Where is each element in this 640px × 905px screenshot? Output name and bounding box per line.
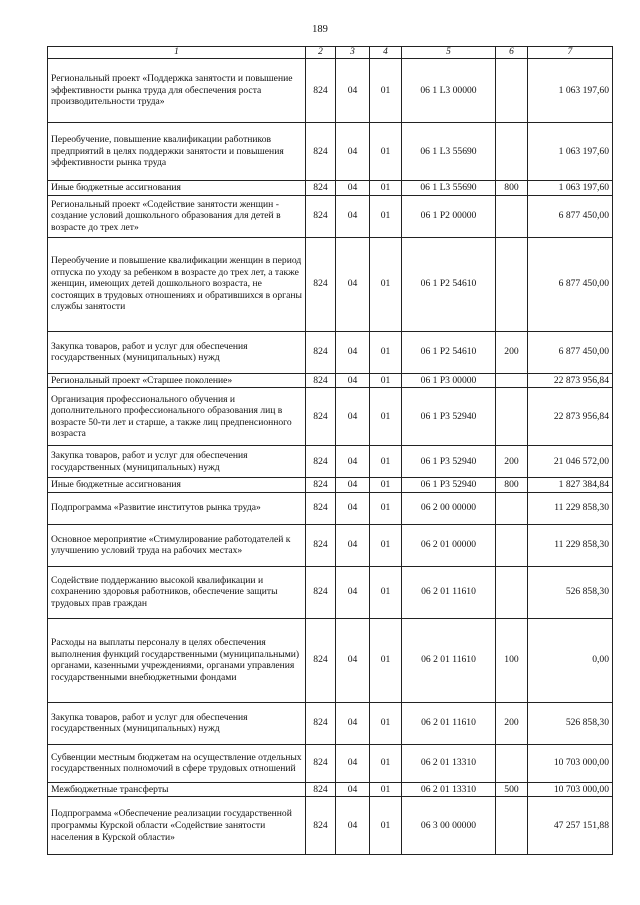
row-amount: 526 858,30 xyxy=(528,566,613,618)
table-row xyxy=(48,566,613,618)
row-subsection-code: 01 xyxy=(370,478,402,493)
row-amount: 21 046 572,00 xyxy=(528,446,613,478)
table-row xyxy=(48,195,613,237)
table-row xyxy=(48,618,613,702)
row-name: Подпрограмма «Обеспечение реализации государственной программы Курской области «Содействие занятости населения в Курской области» xyxy=(48,797,306,855)
table-row xyxy=(48,181,613,196)
row-ministry-code: 824 xyxy=(306,566,336,618)
row-target-article: 06 1 L3 55690 xyxy=(402,181,496,196)
row-amount: 1 827 384,84 xyxy=(528,478,613,493)
row-subsection-code: 01 xyxy=(370,782,402,797)
row-expense-type: 800 xyxy=(496,181,528,196)
row-section-code: 04 xyxy=(336,618,370,702)
row-expense-type xyxy=(496,566,528,618)
row-target-article: 06 1 P3 00000 xyxy=(402,373,496,388)
row-amount: 11 229 858,30 xyxy=(528,492,613,524)
row-ministry-code: 824 xyxy=(306,331,336,373)
table-row xyxy=(48,331,613,373)
row-amount: 526 858,30 xyxy=(528,702,613,744)
row-amount: 6 877 450,00 xyxy=(528,195,613,237)
table-row xyxy=(48,702,613,744)
row-amount: 47 257 151,88 xyxy=(528,797,613,855)
row-ministry-code: 824 xyxy=(306,492,336,524)
row-section-code: 04 xyxy=(336,59,370,123)
row-expense-type: 500 xyxy=(496,782,528,797)
row-target-article: 06 2 00 00000 xyxy=(402,492,496,524)
row-name: Региональный проект «Поддержка занятости и повышение эффективности рынка труда для обеспечения роста производительности труда» xyxy=(48,59,306,123)
row-expense-type xyxy=(496,388,528,446)
row-target-article: 06 1 P3 52940 xyxy=(402,388,496,446)
row-ministry-code: 824 xyxy=(306,782,336,797)
row-expense-type xyxy=(496,373,528,388)
row-section-code: 04 xyxy=(336,237,370,331)
row-name: Закупка товаров, работ и услуг для обеспечения государственных (муниципальных) нужд xyxy=(48,446,306,478)
row-amount: 6 877 450,00 xyxy=(528,331,613,373)
row-ministry-code: 824 xyxy=(306,388,336,446)
row-name: Организация профессионального обучения и дополнительного профессионального образования лиц в возрасте 50-ти лет и старше, а также лиц предпенсионного возраста xyxy=(48,388,306,446)
row-amount: 22 873 956,84 xyxy=(528,373,613,388)
table-row xyxy=(48,782,613,797)
row-name: Расходы на выплаты персоналу в целях обеспечения выполнения функций государственными (муниципальными) органами, казенными учреждениями, органами управления государственными внебюджетными фондами xyxy=(48,618,306,702)
row-subsection-code: 01 xyxy=(370,59,402,123)
row-target-article: 06 2 01 11610 xyxy=(402,702,496,744)
row-section-code: 04 xyxy=(336,744,370,782)
row-target-article: 06 1 P2 54610 xyxy=(402,237,496,331)
row-subsection-code: 01 xyxy=(370,123,402,181)
row-amount: 10 703 000,00 xyxy=(528,744,613,782)
header-col-6: 6 xyxy=(496,47,528,59)
row-expense-type xyxy=(496,123,528,181)
row-subsection-code: 01 xyxy=(370,446,402,478)
row-expense-type: 100 xyxy=(496,618,528,702)
row-ministry-code: 824 xyxy=(306,744,336,782)
row-target-article: 06 1 P3 52940 xyxy=(402,446,496,478)
row-subsection-code: 01 xyxy=(370,373,402,388)
row-expense-type xyxy=(496,744,528,782)
row-target-article: 06 2 01 13310 xyxy=(402,744,496,782)
row-section-code: 04 xyxy=(336,478,370,493)
row-ministry-code: 824 xyxy=(306,181,336,196)
row-name: Межбюджетные трансферты xyxy=(48,782,306,797)
row-name: Закупка товаров, работ и услуг для обеспечения государственных (муниципальных) нужд xyxy=(48,702,306,744)
table-row xyxy=(48,373,613,388)
row-subsection-code: 01 xyxy=(370,388,402,446)
table-row xyxy=(48,492,613,524)
row-expense-type: 200 xyxy=(496,331,528,373)
table-row xyxy=(48,478,613,493)
row-name: Переобучение и повышение квалификации женщин в период отпуска по уходу за ребенком в возрасте до трех лет, а также женщин, имеющих детей дошкольного возраста, не состоящих в трудовых отношениях и обратившихся в органы службы занятости xyxy=(48,237,306,331)
row-amount: 0,00 xyxy=(528,618,613,702)
row-target-article: 06 1 P3 52940 xyxy=(402,478,496,493)
row-amount: 1 063 197,60 xyxy=(528,59,613,123)
header-col-2: 2 xyxy=(306,47,336,59)
row-name: Иные бюджетные ассигнования xyxy=(48,478,306,493)
row-target-article: 06 2 01 11610 xyxy=(402,618,496,702)
row-target-article: 06 1 P2 54610 xyxy=(402,331,496,373)
row-section-code: 04 xyxy=(336,797,370,855)
row-subsection-code: 01 xyxy=(370,566,402,618)
row-ministry-code: 824 xyxy=(306,373,336,388)
table-row xyxy=(48,446,613,478)
row-ministry-code: 824 xyxy=(306,478,336,493)
row-expense-type xyxy=(496,59,528,123)
row-expense-type xyxy=(496,237,528,331)
row-ministry-code: 824 xyxy=(306,702,336,744)
row-amount: 1 063 197,60 xyxy=(528,181,613,196)
row-name: Иные бюджетные ассигнования xyxy=(48,181,306,196)
row-ministry-code: 824 xyxy=(306,618,336,702)
header-col-7: 7 xyxy=(528,47,613,59)
row-target-article: 06 2 01 00000 xyxy=(402,524,496,566)
row-name: Основное мероприятие «Стимулирование работодателей к улучшению условий труда на рабочих местах» xyxy=(48,524,306,566)
row-name: Содействие поддержанию высокой квалификации и сохранению здоровья работников, обеспечение защиты трудовых прав граждан xyxy=(48,566,306,618)
row-target-article: 06 2 01 11610 xyxy=(402,566,496,618)
table-row xyxy=(48,59,613,123)
row-ministry-code: 824 xyxy=(306,237,336,331)
row-subsection-code: 01 xyxy=(370,618,402,702)
table-row xyxy=(48,524,613,566)
table-row xyxy=(48,388,613,446)
row-section-code: 04 xyxy=(336,195,370,237)
header-col-4: 4 xyxy=(370,47,402,59)
row-target-article: 06 1 L3 55690 xyxy=(402,123,496,181)
row-subsection-code: 01 xyxy=(370,331,402,373)
row-amount: 22 873 956,84 xyxy=(528,388,613,446)
row-expense-type xyxy=(496,492,528,524)
row-expense-type: 800 xyxy=(496,478,528,493)
row-target-article: 06 1 L3 00000 xyxy=(402,59,496,123)
row-section-code: 04 xyxy=(336,702,370,744)
row-section-code: 04 xyxy=(336,388,370,446)
row-section-code: 04 xyxy=(336,331,370,373)
row-subsection-code: 01 xyxy=(370,492,402,524)
header-col-3: 3 xyxy=(336,47,370,59)
row-expense-type xyxy=(496,524,528,566)
row-name: Региональный проект «Старшее поколение» xyxy=(48,373,306,388)
table-row xyxy=(48,123,613,181)
row-expense-type xyxy=(496,797,528,855)
row-expense-type: 200 xyxy=(496,446,528,478)
row-expense-type xyxy=(496,195,528,237)
header-col-1: 1 xyxy=(48,47,306,59)
row-ministry-code: 824 xyxy=(306,59,336,123)
row-expense-type: 200 xyxy=(496,702,528,744)
row-ministry-code: 824 xyxy=(306,797,336,855)
row-section-code: 04 xyxy=(336,524,370,566)
column-number-header xyxy=(48,47,613,59)
row-ministry-code: 824 xyxy=(306,446,336,478)
row-name: Подпрограмма «Развитие институтов рынка труда» xyxy=(48,492,306,524)
table-row xyxy=(48,744,613,782)
row-section-code: 04 xyxy=(336,123,370,181)
page-number: 189 xyxy=(312,24,328,35)
row-subsection-code: 01 xyxy=(370,797,402,855)
row-subsection-code: 01 xyxy=(370,195,402,237)
row-subsection-code: 01 xyxy=(370,744,402,782)
row-ministry-code: 824 xyxy=(306,524,336,566)
table-row xyxy=(48,797,613,855)
row-name: Субвенции местным бюджетам на осуществление отдельных государственных полномочий в сфере трудовых отношений xyxy=(48,744,306,782)
row-name: Закупка товаров, работ и услуг для обеспечения государственных (муниципальных) нужд xyxy=(48,331,306,373)
row-amount: 11 229 858,30 xyxy=(528,524,613,566)
table-row xyxy=(48,237,613,331)
row-target-article: 06 3 00 00000 xyxy=(402,797,496,855)
row-subsection-code: 01 xyxy=(370,237,402,331)
row-amount: 10 703 000,00 xyxy=(528,782,613,797)
row-amount: 6 877 450,00 xyxy=(528,237,613,331)
row-section-code: 04 xyxy=(336,181,370,196)
row-subsection-code: 01 xyxy=(370,181,402,196)
budget-table xyxy=(47,46,613,855)
row-name: Переобучение, повышение квалификации работников предприятий в целях поддержки занятости и повышения эффективности рынка труда xyxy=(48,123,306,181)
row-target-article: 06 1 P2 00000 xyxy=(402,195,496,237)
row-section-code: 04 xyxy=(336,446,370,478)
row-section-code: 04 xyxy=(336,373,370,388)
header-col-5: 5 xyxy=(402,47,496,59)
row-target-article: 06 2 01 13310 xyxy=(402,782,496,797)
row-subsection-code: 01 xyxy=(370,702,402,744)
row-amount: 1 063 197,60 xyxy=(528,123,613,181)
row-section-code: 04 xyxy=(336,566,370,618)
row-subsection-code: 01 xyxy=(370,524,402,566)
row-section-code: 04 xyxy=(336,492,370,524)
row-name: Региональный проект «Содействие занятости женщин - создание условий дошкольного образования для детей в возрасте до трех лет» xyxy=(48,195,306,237)
row-ministry-code: 824 xyxy=(306,195,336,237)
row-section-code: 04 xyxy=(336,782,370,797)
row-ministry-code: 824 xyxy=(306,123,336,181)
